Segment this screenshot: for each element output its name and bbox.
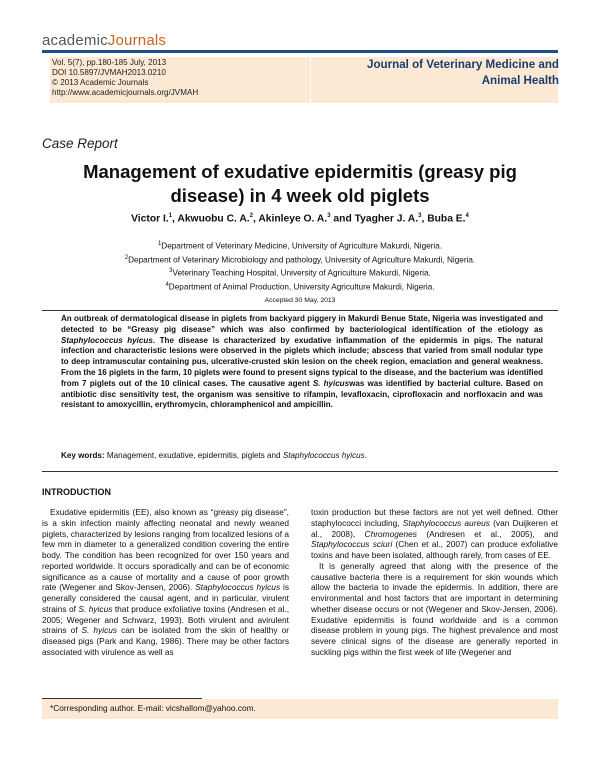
abstract-bottom-rule (42, 471, 558, 472)
author: Buba E. (427, 213, 466, 225)
affiliation: $^4$Department of Animal Production, University Agriculture Makurdi, Nigeria. (165, 281, 435, 292)
abstract: An outbreak of dermatological disease in piglets from backyard piggery in Makurdi Benue State, Nigeria was investigated and detected to be “Greasy pig disease” which was also confirmed by bacteriological identification of the etiology as Staphylococcus hyicus. The disease is characterized by exudative inflammation of the epidermis in pigs. The natural infection and characteristic lesions were observed in the piglets which include; abscess that varied from small nodular type to deep intramuscular containing pus, ulcerative-crusted skin lesion on the cheek region, emaciation and general weakness. From the 16 piglets in the farm, 10 piglets were found to present signs typical to the disease, and the bacterium was identified from 7 piglets out of the 10 clinical cases. The causative agent S. hyicuswas was identified by bacterial culture. Based on antibiotic disc sensitivity test, the organism was sensitive to rifampin, levafloxacin, ciprofloxacin and norfloxacin and was resistant to amoxycillin, erythromycin, chloramphenicol and ampicillin. (61, 314, 543, 410)
publisher-logo: academicJournals (42, 32, 167, 49)
author: Tyagher J. A. (354, 213, 419, 225)
paragraph: Exudative epidermitis (EE), also known as “greasy pig disease”, is a skin infection mainly affecting neonatal and newly weaned piglets, characterized by lesions ranging from localized lesions of a few mm in diameter to a generalized condition covering the entire body. The condition has been recognized for over 150 years and reported worldwide. It occurs sporadically and can be of economic significance as a cause of mortality and a cause of poor growth rate (Wegener and Skov-Jensen, 2006). Staphylococcus hyicus is generally considered the causal agent, and in particular, virulent strains of S. hyicus that produce exfoliative toxins (Andresen et al., 2005; Wegener and Schwarz, 1993). Both virulent and avirulent strains of S. hyicus can be isolated from the skin of healthy or diseased pigs (Park and Kang, 1986). There may be other factors associated with virulence as well as (42, 507, 290, 657)
affiliation: $^2$Department of Veterinary Microbiology and pathology, University of Agriculture Makurdi, Nigeria. (124, 254, 476, 265)
body-column-right (311, 507, 558, 658)
affiliation: $^3$Veterinary Teaching Hospital, University of Agriculture Makurdi, Nigeria. (169, 268, 431, 278)
article-title: Management of exudative epidermitis (greasy pig disease) in 4 week old piglets (83, 161, 517, 206)
journal-url[interactable]: http://www.academicjournals.org/JVMAH (52, 88, 199, 97)
abstract-top-rule (42, 310, 558, 311)
author: Akwuobu C. A. (177, 213, 250, 225)
accepted-date: Accepted 30 May, 2013 (264, 297, 336, 304)
paragraph: toxin production but these factors are not yet well defined. Other staphylococci including, Staphylococcus aureus (van Duijkeren et al., 2008), Chromogenes (Andresen et al., 2005), and Staphylococcus sciuri (Chen et al., 2007) can produce exfoliative toxins and have been isolated, although rarely, from cases of EE. (311, 507, 558, 560)
section-heading: INTRODUCTION (42, 487, 111, 497)
corresponding-author: *Corresponding author. E-mail: vicshallom@yahoo.com. (50, 703, 256, 713)
volume-line: Vol. 5(7), pp.180-185 July, 2013 (52, 58, 167, 67)
article-type: Case Report (42, 136, 118, 151)
keywords: Key words: Management, exudative, epidermitis, piglets and Staphylococcus hyicus. (61, 451, 367, 460)
journal-name: Journal of Veterinary Medicine and Animal Health (367, 58, 559, 87)
affiliation: $^1$Department of Veterinary Medicine, University of Agriculture Makurdi, Nigeria. (157, 241, 443, 251)
article-meta (52, 58, 198, 98)
author: Akinleye O. A. (258, 213, 328, 225)
doi-line: DOI 10.5897/JVMAH2013.0210 (52, 68, 166, 77)
body-column-left (42, 507, 289, 658)
header-divider (42, 50, 558, 53)
author: Victor I. (131, 213, 169, 225)
author-list: Victor I.$^1$, Akwuobu C. A.$^2$, Akinleye O. A.$^3$ and Tyagher J. A.$^3$, Buba E.$^4$ (131, 213, 469, 225)
copyright-line: © 2013 Academic Journals (52, 78, 149, 87)
paragraph: It is generally agreed that along with the presence of the causative bacteria there is a requirement for skin wounds which allow the bacteria to invade the epidermis. In addition, there are environmental and host factors that are important in determining whether disease occurs or not (Wegener and Skov-Jensen, 2006). Exudative epidermitis is found worldwide and is a common disease problem in young pigs. The highest prevalence and most severe clinical signs of the disease are generally reported in suckling pigs within the first week of life (Wegener and (311, 560, 558, 657)
affiliations (42, 239, 558, 293)
